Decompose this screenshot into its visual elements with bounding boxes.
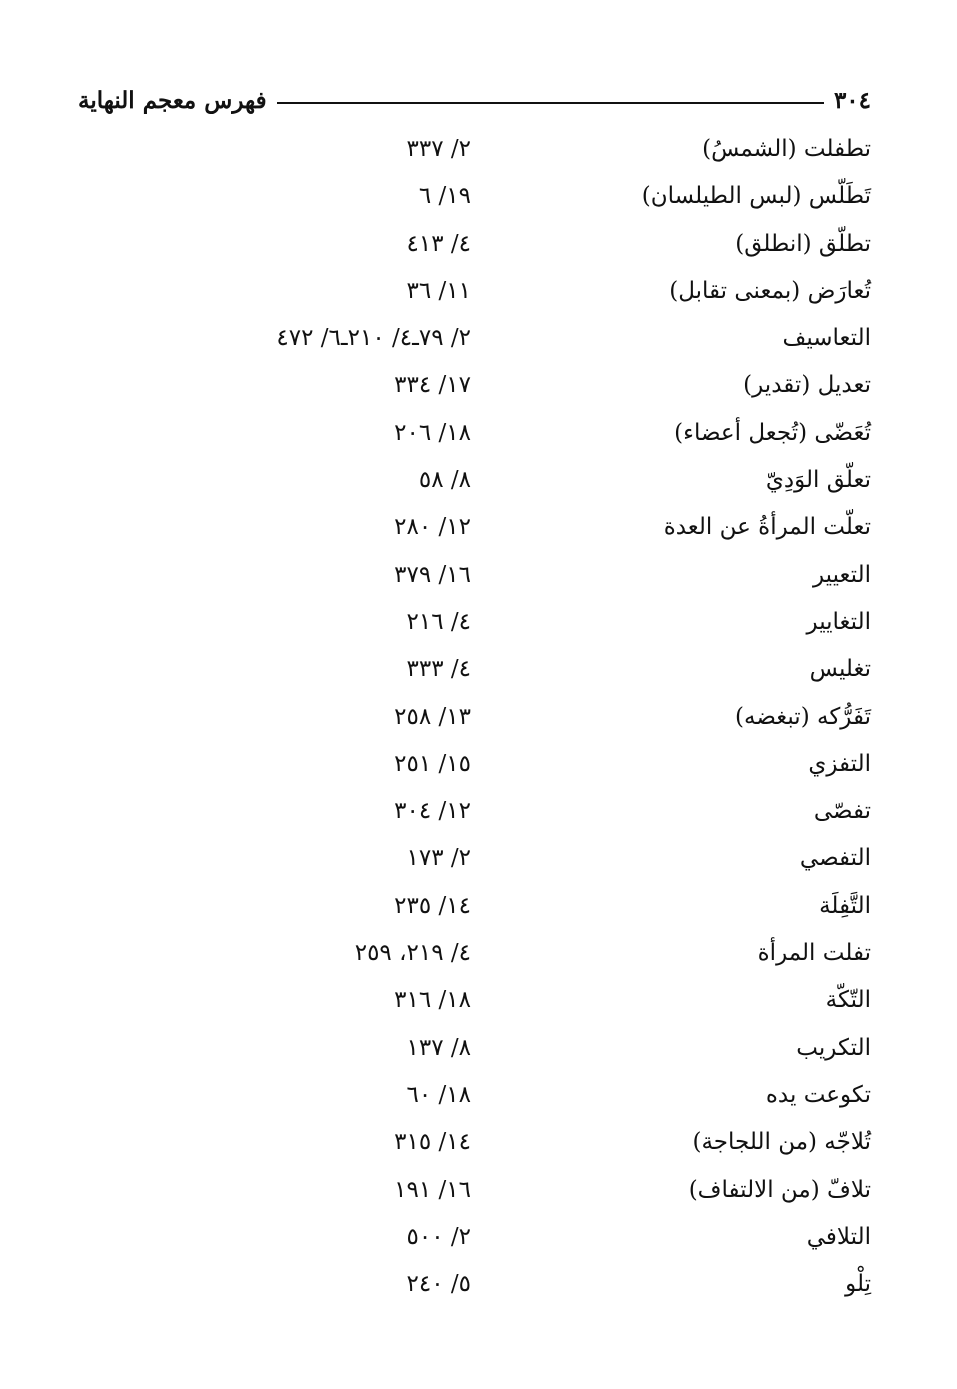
entry-term: التَّفِلَة	[819, 892, 871, 919]
index-entry	[0, 319, 957, 366]
index-entry	[0, 225, 957, 272]
entry-reference: ١١/ ٣٦	[406, 277, 471, 304]
entry-reference: ٤/ ٣٣٣	[406, 656, 471, 683]
entry-term: التّكّة	[825, 987, 871, 1014]
index-entry	[0, 272, 957, 319]
index-entry	[0, 981, 957, 1028]
entry-reference: ٨/ ١٣٧	[406, 1034, 471, 1061]
entry-term: تُلاجّه (من اللجاجة)	[692, 1129, 871, 1156]
entry-reference: ٤/ ٢١٩، ٢٥٩	[354, 940, 471, 967]
entry-reference: ٢/ ٧٩ـ٤/ ٢١٠ـ٦/ ٤٧٢	[276, 325, 471, 352]
entry-term: التعيير	[812, 561, 871, 588]
index-entry	[0, 1076, 957, 1123]
index-entry	[0, 414, 957, 461]
entry-term: تكوعت يده	[765, 1081, 871, 1108]
entry-term: التكريب	[796, 1034, 871, 1061]
entry-reference: ٤/ ٢١٦	[406, 608, 471, 635]
entry-reference: ١٢/ ٢٨٠	[394, 514, 471, 541]
entry-reference: ٢/ ٥٠٠	[406, 1223, 471, 1250]
running-title: فهرس معجم النهاية	[78, 86, 267, 114]
entry-term: التفصي	[799, 845, 871, 872]
entry-reference: ١٥/ ٢٥١	[394, 750, 471, 777]
entry-term: التفزي	[808, 750, 871, 777]
entry-term: التلافي	[806, 1223, 871, 1250]
entry-reference: ٥/ ٢٤٠	[406, 1271, 471, 1298]
index-entry	[0, 366, 957, 413]
entry-reference: ١٤/ ٣١٥	[394, 1129, 471, 1156]
entry-term: تطلّق (انطلق)	[735, 230, 871, 257]
index-entry	[0, 792, 957, 839]
entry-term: تلافّ (من الالتفاف)	[688, 1176, 871, 1203]
entry-term: تَفَرُّكه (تبغضه)	[735, 703, 871, 730]
entry-reference: ٨/ ٥٨	[418, 467, 471, 494]
entry-term: تعلّت المرأةُ عن العدة	[663, 514, 871, 541]
entry-term: تطفلت (الشمسُ)	[702, 136, 871, 162]
index-entry	[0, 839, 957, 886]
page-number: ٣٠٤	[833, 86, 871, 114]
entry-reference: ١٦/ ١٩١	[394, 1176, 471, 1203]
entry-reference: ١٩/ ٦	[418, 183, 471, 210]
entry-reference: ١٨/ ٢٠٦	[394, 419, 471, 446]
header-rule	[277, 102, 824, 104]
entry-term: تَطَلّس (لبس الطيلسان)	[641, 183, 871, 210]
entry-term: تعلّق الوَدِيّ	[765, 467, 871, 494]
index-entry	[0, 603, 957, 650]
index-entry	[0, 1029, 957, 1076]
entry-term: تِلْو	[845, 1271, 871, 1298]
entry-term: التغايير	[806, 608, 871, 635]
entry-reference: ٢/ ٣٣٧	[406, 136, 471, 162]
index-entry	[0, 650, 957, 697]
running-header	[78, 80, 871, 120]
entry-reference: ١٢/ ٣٠٤	[394, 798, 471, 825]
index-entry	[0, 698, 957, 745]
index-entry	[0, 1171, 957, 1218]
entry-term: تغليس	[809, 656, 871, 683]
entry-reference: ٢/ ١٧٣	[406, 845, 471, 872]
index-entries	[0, 130, 957, 1312]
index-entry	[0, 934, 957, 981]
entry-term: تفصّى	[813, 798, 871, 825]
index-entry	[0, 745, 957, 792]
entry-term: تُعارَض (بمعنى تقابل)	[669, 277, 871, 304]
entry-reference: ١٧/ ٣٣٤	[394, 372, 471, 399]
entry-term: تفلت المرأة	[757, 940, 871, 967]
index-entry	[0, 1265, 957, 1312]
index-entry	[0, 1123, 957, 1170]
entry-term: تعديل (تقدير)	[743, 372, 871, 399]
index-entry	[0, 130, 957, 177]
index-entry	[0, 1218, 957, 1265]
entry-reference: ٤/ ٤١٣	[406, 230, 471, 257]
entry-reference: ١٨/ ٣١٦	[394, 987, 471, 1014]
index-entry	[0, 887, 957, 934]
entry-reference: ١٨/ ٦٠	[406, 1081, 471, 1108]
entry-term: التعاسيف	[782, 325, 871, 352]
entry-reference: ١٦/ ٣٧٩	[394, 561, 471, 588]
index-entry	[0, 556, 957, 603]
entry-reference: ١٤/ ٢٣٥	[394, 892, 471, 919]
entry-reference: ١٣/ ٢٥٨	[394, 703, 471, 730]
entry-term: تُعَضّى (تُجعل أعضاء)	[674, 419, 871, 446]
index-entry	[0, 177, 957, 224]
index-entry	[0, 508, 957, 555]
index-entry	[0, 461, 957, 508]
